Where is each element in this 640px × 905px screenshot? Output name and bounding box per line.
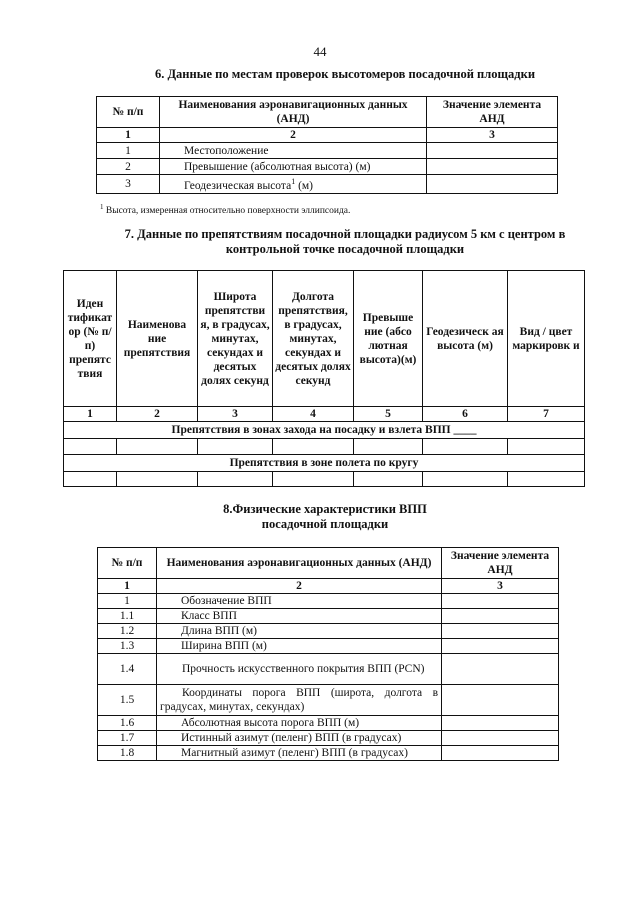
- header-id: Иден тификат ор (№ п/п) препятс твия: [64, 271, 117, 407]
- row-num: 1.4: [98, 654, 157, 685]
- empty-cell: [508, 439, 585, 455]
- col-number: 1: [97, 128, 160, 143]
- row-num: 1: [97, 143, 160, 159]
- col-number: 1: [64, 407, 117, 422]
- footnote-mark: 1: [100, 203, 104, 211]
- row-name: Ширина ВПП (м): [157, 639, 442, 654]
- row-value: [427, 159, 558, 175]
- row-name: Абсолютная высота порога ВПП (м): [157, 716, 442, 731]
- header-longitude: Долгота препятствия, в градусах, минутах, секундах и десятых долях секунд: [273, 271, 354, 407]
- page-number: 44: [313, 44, 327, 59]
- footnote: [100, 203, 350, 216]
- section8-table: [97, 547, 559, 761]
- col-number: 7: [508, 407, 585, 422]
- section8-title-line1: 8.Физические характеристики ВПП: [223, 502, 427, 516]
- empty-cell: [354, 439, 423, 455]
- empty-cell: [508, 472, 585, 487]
- row-num: 1.6: [98, 716, 157, 731]
- empty-cell: [117, 439, 198, 455]
- row-value: [427, 143, 558, 159]
- header-num: № п/п: [98, 548, 157, 579]
- empty-cell: [198, 439, 273, 455]
- row-value: [442, 624, 559, 639]
- row-name: Местоположение: [160, 143, 427, 159]
- row-num: 1.7: [98, 731, 157, 746]
- header-latitude: Широта препятстви я, в градусах, минутах, секундах и десятых долях секунд: [198, 271, 273, 407]
- col-number: 3: [442, 579, 559, 594]
- footnote-ref: 1: [291, 177, 296, 186]
- section7-table: [63, 270, 585, 487]
- section7-title-line2: контрольной точке посадочной площадки: [225, 242, 465, 256]
- row-value: [442, 594, 559, 609]
- row-num: 1.8: [98, 746, 157, 761]
- header-elevation: Превыше ние (абсо лютная высота)(м): [354, 271, 423, 407]
- empty-cell: [117, 472, 198, 487]
- empty-cell: [64, 439, 117, 455]
- col-number: 5: [354, 407, 423, 422]
- empty-cell: [198, 472, 273, 487]
- row-name: Магнитный азимут (пеленг) ВПП (в градусах): [157, 746, 442, 761]
- header-obstacle-name: Наименова ние препятствия: [117, 271, 198, 407]
- row-value: [442, 685, 559, 716]
- section7-title: [100, 227, 590, 257]
- empty-cell: [354, 472, 423, 487]
- col-number: 2: [160, 128, 427, 143]
- col-number: 2: [117, 407, 198, 422]
- header-value: Значение элемента АНД: [442, 548, 559, 579]
- row-value: [442, 654, 559, 685]
- row-name: Длина ВПП (м): [157, 624, 442, 639]
- row-value: [442, 639, 559, 654]
- row-value: [442, 731, 559, 746]
- section8-title-line2: посадочной площадки: [261, 517, 389, 531]
- section8-title: [120, 502, 530, 532]
- empty-cell: [423, 439, 508, 455]
- row-name: Класс ВПП: [157, 609, 442, 624]
- header-num: № п/п: [97, 97, 160, 128]
- row-name: Прочность искусственного покрытия ВПП (PCN): [157, 654, 442, 685]
- row-num: 2: [97, 159, 160, 175]
- row-name: Координаты порога ВПП (широта, долгота в градусах, минутах, секундах): [157, 685, 442, 716]
- row-num: 3: [97, 175, 160, 194]
- col-number: 1: [98, 579, 157, 594]
- footnote-text: Высота, измеренная относительно поверхности эллипсоида.: [105, 206, 351, 217]
- empty-cell: [273, 439, 354, 455]
- col-number: 3: [427, 128, 558, 143]
- col-number: 4: [273, 407, 354, 422]
- row-num: 1: [98, 594, 157, 609]
- row-num: 1.3: [98, 639, 157, 654]
- row-name: [160, 175, 427, 194]
- row-value: [442, 609, 559, 624]
- header-marking: Вид / цвет маркировк и: [508, 271, 585, 407]
- row-num: 1.2: [98, 624, 157, 639]
- group-heading-approach: Препятствия в зонах захода на посадку и взлета ВПП ____: [64, 422, 585, 439]
- header-name: Наименования аэронавигационных данных (АНД): [160, 97, 427, 128]
- section6-title: 6. Данные по местам проверок высотомеров посадочной площадки: [154, 67, 536, 81]
- row-name-suffix: (м): [295, 179, 313, 192]
- row-value: [442, 746, 559, 761]
- row-num: 1.5: [98, 685, 157, 716]
- col-number: 2: [157, 579, 442, 594]
- empty-cell: [273, 472, 354, 487]
- row-name: Превышение (абсолютная высота) (м): [160, 159, 427, 175]
- row-num: 1.1: [98, 609, 157, 624]
- row-name-text: Геодезическая высота: [184, 179, 292, 192]
- row-name: Истинный азимут (пеленг) ВПП (в градусах): [157, 731, 442, 746]
- empty-cell: [64, 472, 117, 487]
- row-value: [427, 175, 558, 194]
- group-heading-circuit: Препятствия в зоне полета по кругу: [64, 455, 585, 472]
- header-name: Наименования аэронавигационных данных (АНД): [157, 548, 442, 579]
- col-number: 3: [198, 407, 273, 422]
- section7-title-line1: 7. Данные по препятствиям посадочной площадки радиусом 5 км с центром в: [124, 227, 566, 241]
- row-value: [442, 716, 559, 731]
- col-number: 6: [423, 407, 508, 422]
- empty-cell: [423, 472, 508, 487]
- header-value: Значение элемента АНД: [427, 97, 558, 128]
- section6-table: [96, 96, 558, 194]
- header-geodetic-height: Геодезическ ая высота (м): [423, 271, 508, 407]
- row-name: Обозначение ВПП: [157, 594, 442, 609]
